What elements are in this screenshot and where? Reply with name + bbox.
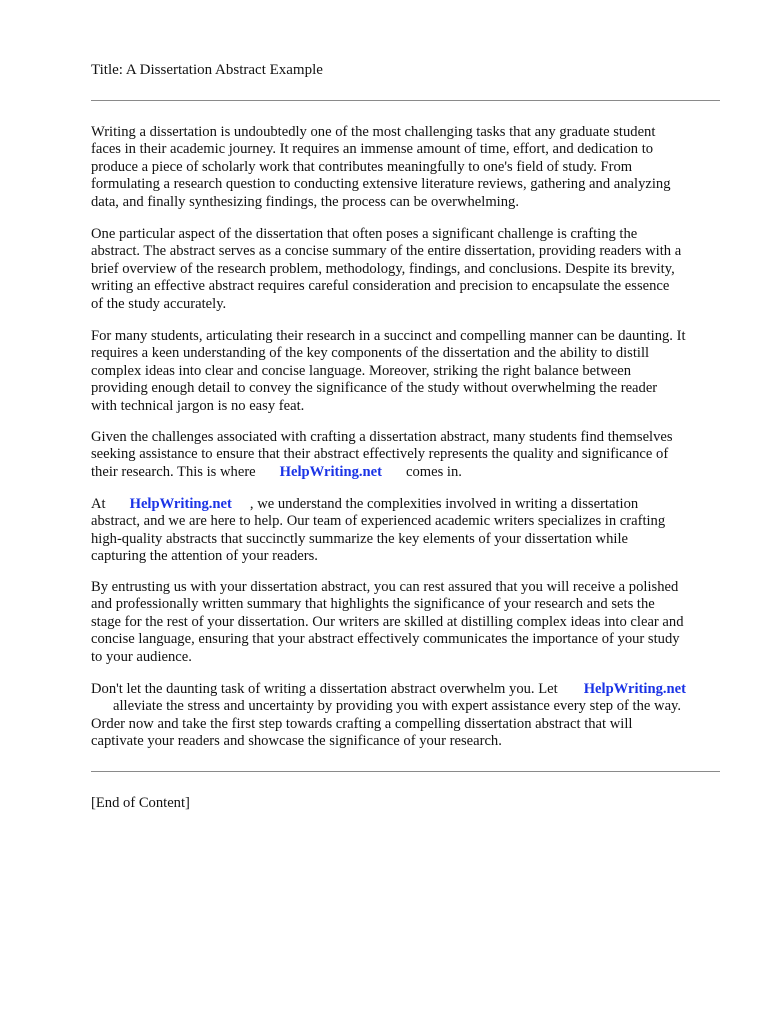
text-line-with-link [91,681,686,698]
text-line: concise language, ensuring that your abstract effectively communicates the importance of your study [91,631,680,648]
paragraph-seeking-assistance [91,429,673,481]
text-fragment: their research. This is where [91,463,256,480]
text-line: abstract. The abstract serves as a concise summary of the entire dissertation, providing readers with a [91,243,682,260]
text-line: faces in their academic journey. It requires an immense amount of time, effort, and dedication to [91,141,654,158]
text-fragment: , we understand the complexities involved in writing a dissertation [249,496,639,512]
text-fragment: Don't let the daunting task of writing a dissertation abstract overwhelm you. Let [91,681,558,697]
text-line: seeking assistance to ensure that their abstract effectively represents the quality and significance of [91,446,669,463]
bottom-divider [91,771,720,772]
text-line: writing an effective abstract requires careful consideration and precision to encapsulate the essence [91,278,670,295]
text-line-with-link [91,496,665,513]
text-line: to your audience. [91,648,192,665]
text-line: data, and finally synthesizing findings, the process can be overwhelming. [91,193,519,210]
paragraph-daunting [91,328,686,415]
text-line: of the study accurately. [91,295,227,312]
helpwriting-link[interactable]: HelpWriting.net [129,496,232,512]
text-line: produce a piece of scholarly work that contributes meaningfully to one's field of study. From [91,158,633,175]
helpwriting-link[interactable]: HelpWriting.net [279,463,382,480]
text-line: brief overview of the research problem, methodology, findings, and conclusions. Despite its brevity, [91,260,675,277]
helpwriting-link[interactable]: HelpWriting.net [583,681,686,697]
paragraph-call-to-action [91,681,686,751]
text-line: formulating a research question to conducting extensive literature reviews, gathering and analyzing [91,176,671,193]
text-line: complex ideas into clear and concise language. Moreover, striking the right balance between [91,362,631,379]
text-line: alleviate the stress and uncertainty by providing you with expert assistance every step of the way. [113,698,682,715]
text-line: and professionally written summary that highlights the significance of your research and sets the [91,596,655,613]
text-fragment: At [91,496,106,512]
end-of-content-marker: [End of Content] [91,795,190,811]
text-line: stage for the rest of your dissertation. Our writers are skilled at distilling complex ideas into clear and [91,613,684,630]
paragraph-intro [91,124,671,211]
paragraph-entrusting [91,579,684,666]
document-title: Title: A Dissertation Abstract Example [91,62,323,78]
top-divider [91,100,720,101]
text-line: with technical jargon is no easy feat. [91,397,305,414]
text-fragment: comes in. [405,463,462,480]
text-line: Writing a dissertation is undoubtedly one of the most challenging tasks that any graduate student [91,124,656,140]
paragraph-abstract-challenge [91,226,681,313]
text-line: captivate your readers and showcase the significance of your research. [91,733,502,750]
text-line: high-quality abstracts that succinctly summarize the key elements of your dissertation while [91,530,628,547]
text-line: Given the challenges associated with crafting a dissertation abstract, many students find themselves [91,429,673,445]
text-line: providing enough detail to convey the significance of the study without overwhelming the reader [91,380,658,397]
text-line: By entrusting us with your dissertation abstract, you can rest assured that you will receive a polished [91,579,679,595]
paragraph-at-helpwriting [91,496,665,566]
text-line: requires a keen understanding of the key components of the dissertation and the ability to distill [91,345,650,362]
text-line: For many students, articulating their research in a succinct and compelling manner can be daunting. It [91,328,686,344]
text-line: Order now and take the first step towards crafting a compelling dissertation abstract that will [91,715,633,732]
text-line: abstract, and we are here to help. Our team of experienced academic writers specializes in crafting [91,513,666,530]
text-line: One particular aspect of the dissertation that often poses a significant challenge is crafting the [91,226,638,242]
text-line: capturing the attention of your readers. [91,548,318,565]
text-line-with-link [91,464,673,481]
